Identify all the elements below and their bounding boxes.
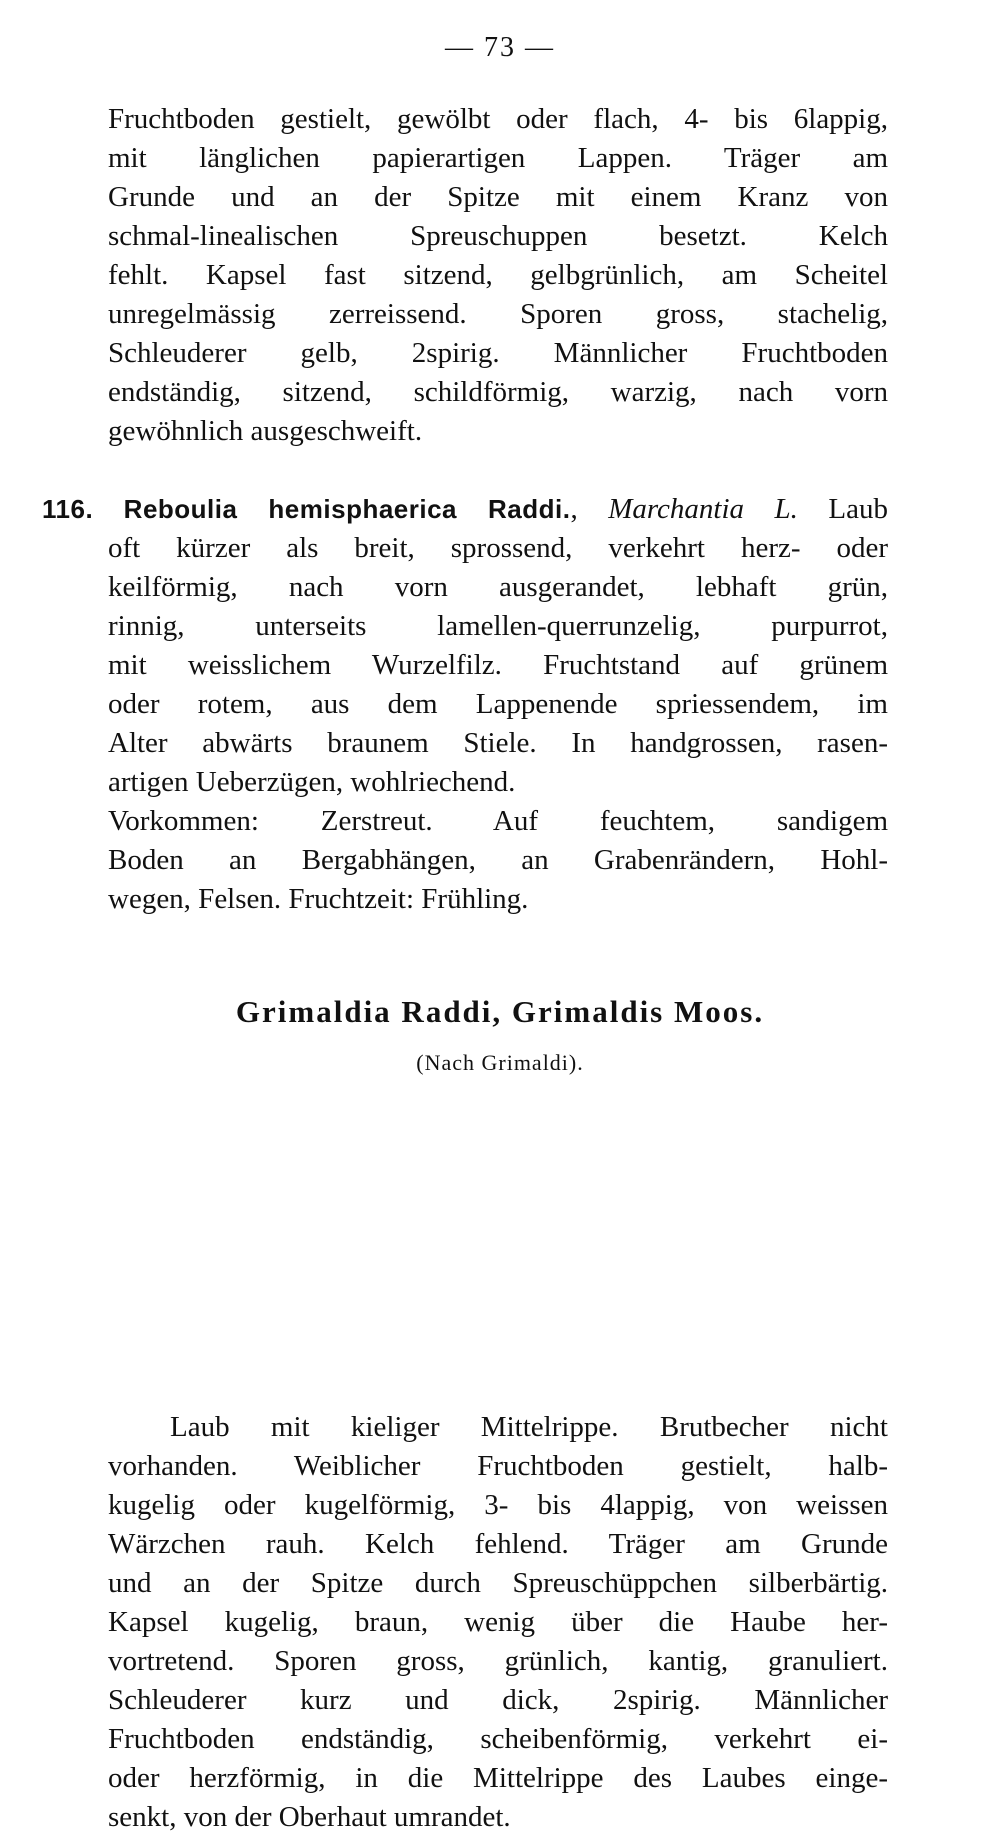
text-line: oft kürzer als breit, sprossend, verkehrt herz- oder [108, 532, 888, 564]
text-line: kugelig oder kugelförmig, 3- bis 4lappig, von weissen [108, 1489, 888, 1521]
species-number: 116. [42, 494, 94, 524]
genus-title: Grimaldia Raddi, Grimaldis Moos. [235, 994, 765, 1029]
text-line: oder rotem, aus dem Lappenende spriessendem, im [108, 688, 888, 720]
occurrence-line: wegen, Felsen. Fruchtzeit: Frühling. [108, 883, 529, 915]
text-line: Laub mit kieliger Mittelrippe. Brutbecher nicht [170, 1411, 888, 1443]
text-line: und an der Spitze durch Spreuschüppchen silberbärtig. [108, 1567, 888, 1599]
species-heading-line [42, 490, 888, 529]
text-line: Alter abwärts braunem Stiele. In handgrossen, rasen- [108, 727, 888, 759]
text-line: keilförmig, nach vorn ausgerandet, lebhaft grün, [108, 571, 888, 603]
text-line: fehlt. Kapsel fast sitzend, gelbgrünlich, am Scheitel [108, 259, 888, 291]
text-line: Wärzchen rauh. Kelch fehlend. Träger am Grunde [108, 1528, 888, 1560]
genus-description [108, 1408, 888, 1837]
text-line: schmal-linealischen Spreuschuppen besetzt. Kelch [108, 220, 888, 252]
occurrence-line: Vorkommen: Zerstreut. Auf feuchtem, sandigem [108, 805, 888, 837]
text-line: artigen Ueberzügen, wohlriechend. [108, 766, 516, 798]
text-line: mit länglichen papierartigen Lappen. Träger am [108, 142, 888, 174]
text-line: Fruchtboden endständig, scheibenförmig, verkehrt ei- [108, 1723, 888, 1755]
species-entry [42, 490, 888, 919]
text-line: rinnig, unterseits lamellen-querrunzelig, purpurrot, [108, 610, 888, 642]
species-synonym: Marchantia L. [608, 493, 798, 525]
text-line: Fruchtboden gestielt, gewölbt oder flach, 4- bis 6lappig, [108, 103, 888, 135]
text-line: mit weisslichem Wurzelfilz. Fruchtstand auf grünem [108, 649, 888, 681]
text-line: vortretend. Sporen gross, grünlich, kantig, granuliert. [108, 1645, 888, 1677]
text-line: unregelmässig zerreissend. Sporen gross, stachelig, [108, 298, 888, 330]
text-line: Grunde und an der Spitze mit einem Kranz von [108, 181, 888, 213]
species-separator: , [570, 493, 578, 525]
text-line: gewöhnlich ausgeschweift. [108, 415, 423, 447]
text-line: oder herzförmig, in die Mittelrippe des Laubes einge- [108, 1762, 888, 1794]
text-line: Kapsel kugelig, braun, wenig über die Haube her- [108, 1606, 888, 1638]
text-line: senkt, von der Oberhaut umrandet. [108, 1801, 511, 1833]
species-name: Reboulia hemisphaerica Raddi. [123, 494, 571, 524]
species-first-line-text: Laub [828, 493, 888, 525]
text-line: vorhanden. Weiblicher Fruchtboden gestielt, halb- [108, 1450, 888, 1482]
occurrence-line: Boden an Bergabhängen, an Grabenrändern, Hohl- [108, 844, 888, 876]
continuation-paragraph [108, 100, 888, 451]
text-line: Schleuderer kurz und dick, 2spirig. Männlicher [108, 1684, 888, 1716]
text-line: endständig, sitzend, schildförmig, warzig, nach vorn [108, 376, 888, 408]
genus-subtitle: (Nach Grimaldi). [416, 1050, 584, 1075]
text-line: Schleuderer gelb, 2spirig. Männlicher Fruchtboden [108, 337, 888, 369]
page-number: — 73 — [445, 32, 555, 63]
